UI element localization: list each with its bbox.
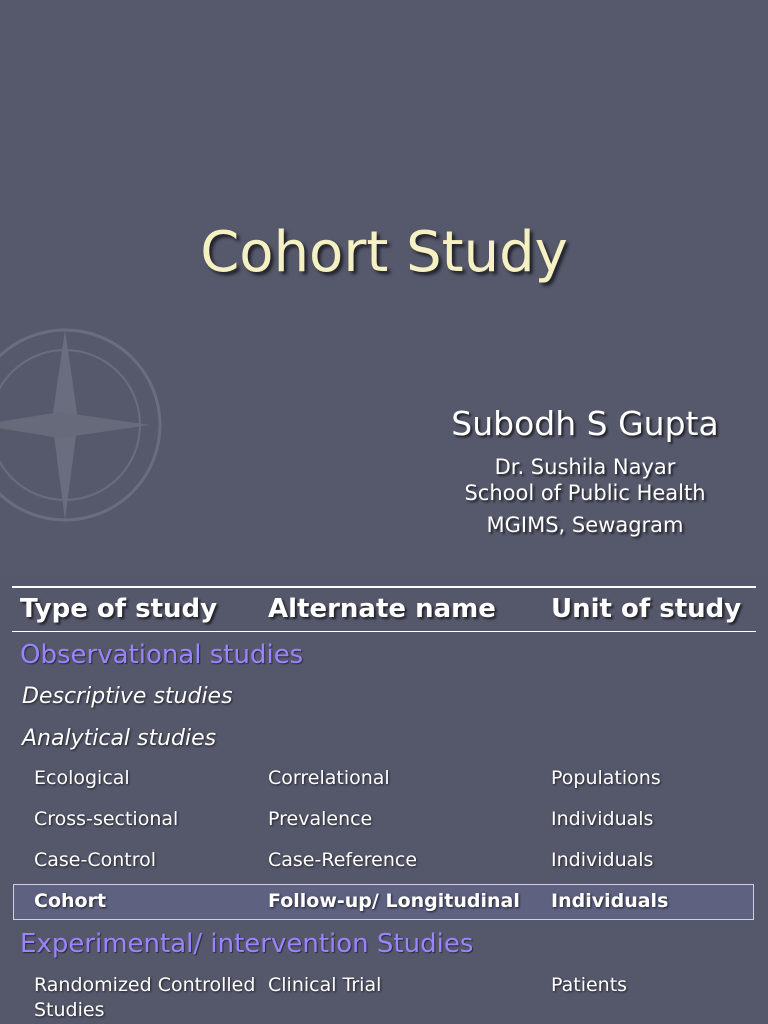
- cell-type: Randomized Controlled Studies: [34, 974, 256, 1021]
- cell-type: Case-Control: [34, 849, 157, 871]
- affiliation-line-1: Dr. Sushila Nayar: [494, 455, 676, 479]
- cell-alternate: Case-Reference: [268, 849, 418, 871]
- cell-type: Cohort: [34, 890, 107, 912]
- cell-unit: Populations: [551, 767, 661, 789]
- cell-unit: Individuals: [551, 808, 654, 830]
- cell-alternate: Correlational: [268, 767, 390, 789]
- table-top-rule: [12, 586, 756, 588]
- subsection-analytical: Analytical studies: [22, 726, 217, 751]
- affiliation-line-3: MGIMS, Sewagram: [486, 513, 684, 537]
- cell-type: Cross-sectional: [34, 808, 179, 830]
- header-alternate-name: Alternate name: [268, 594, 496, 624]
- header-type-of-study: Type of study: [20, 594, 218, 624]
- header-rule: [12, 631, 756, 632]
- cell-alternate: Prevalence: [268, 808, 373, 830]
- cell-alternate: Follow-up/ Longitudinal: [268, 890, 520, 912]
- section-experimental: Experimental/ intervention Studies: [20, 929, 474, 959]
- study-types-slide: [0, 576, 768, 1024]
- section-observational: Observational studies: [20, 640, 304, 670]
- subsection-descriptive: Descriptive studies: [22, 684, 233, 709]
- cell-type: Ecological: [34, 767, 130, 789]
- affiliation-line-2: School of Public Health: [464, 481, 706, 505]
- cell-unit: Patients: [551, 974, 628, 996]
- cell-alternate: Clinical Trial: [268, 974, 382, 996]
- cell-unit: Individuals: [551, 890, 669, 912]
- compass-watermark-icon: [0, 320, 170, 530]
- header-unit-of-study: Unit of study: [551, 594, 742, 624]
- cell-unit: Individuals: [551, 849, 654, 871]
- slide-title: Cohort Study: [200, 220, 568, 285]
- author-name: Subodh S Gupta: [451, 404, 719, 443]
